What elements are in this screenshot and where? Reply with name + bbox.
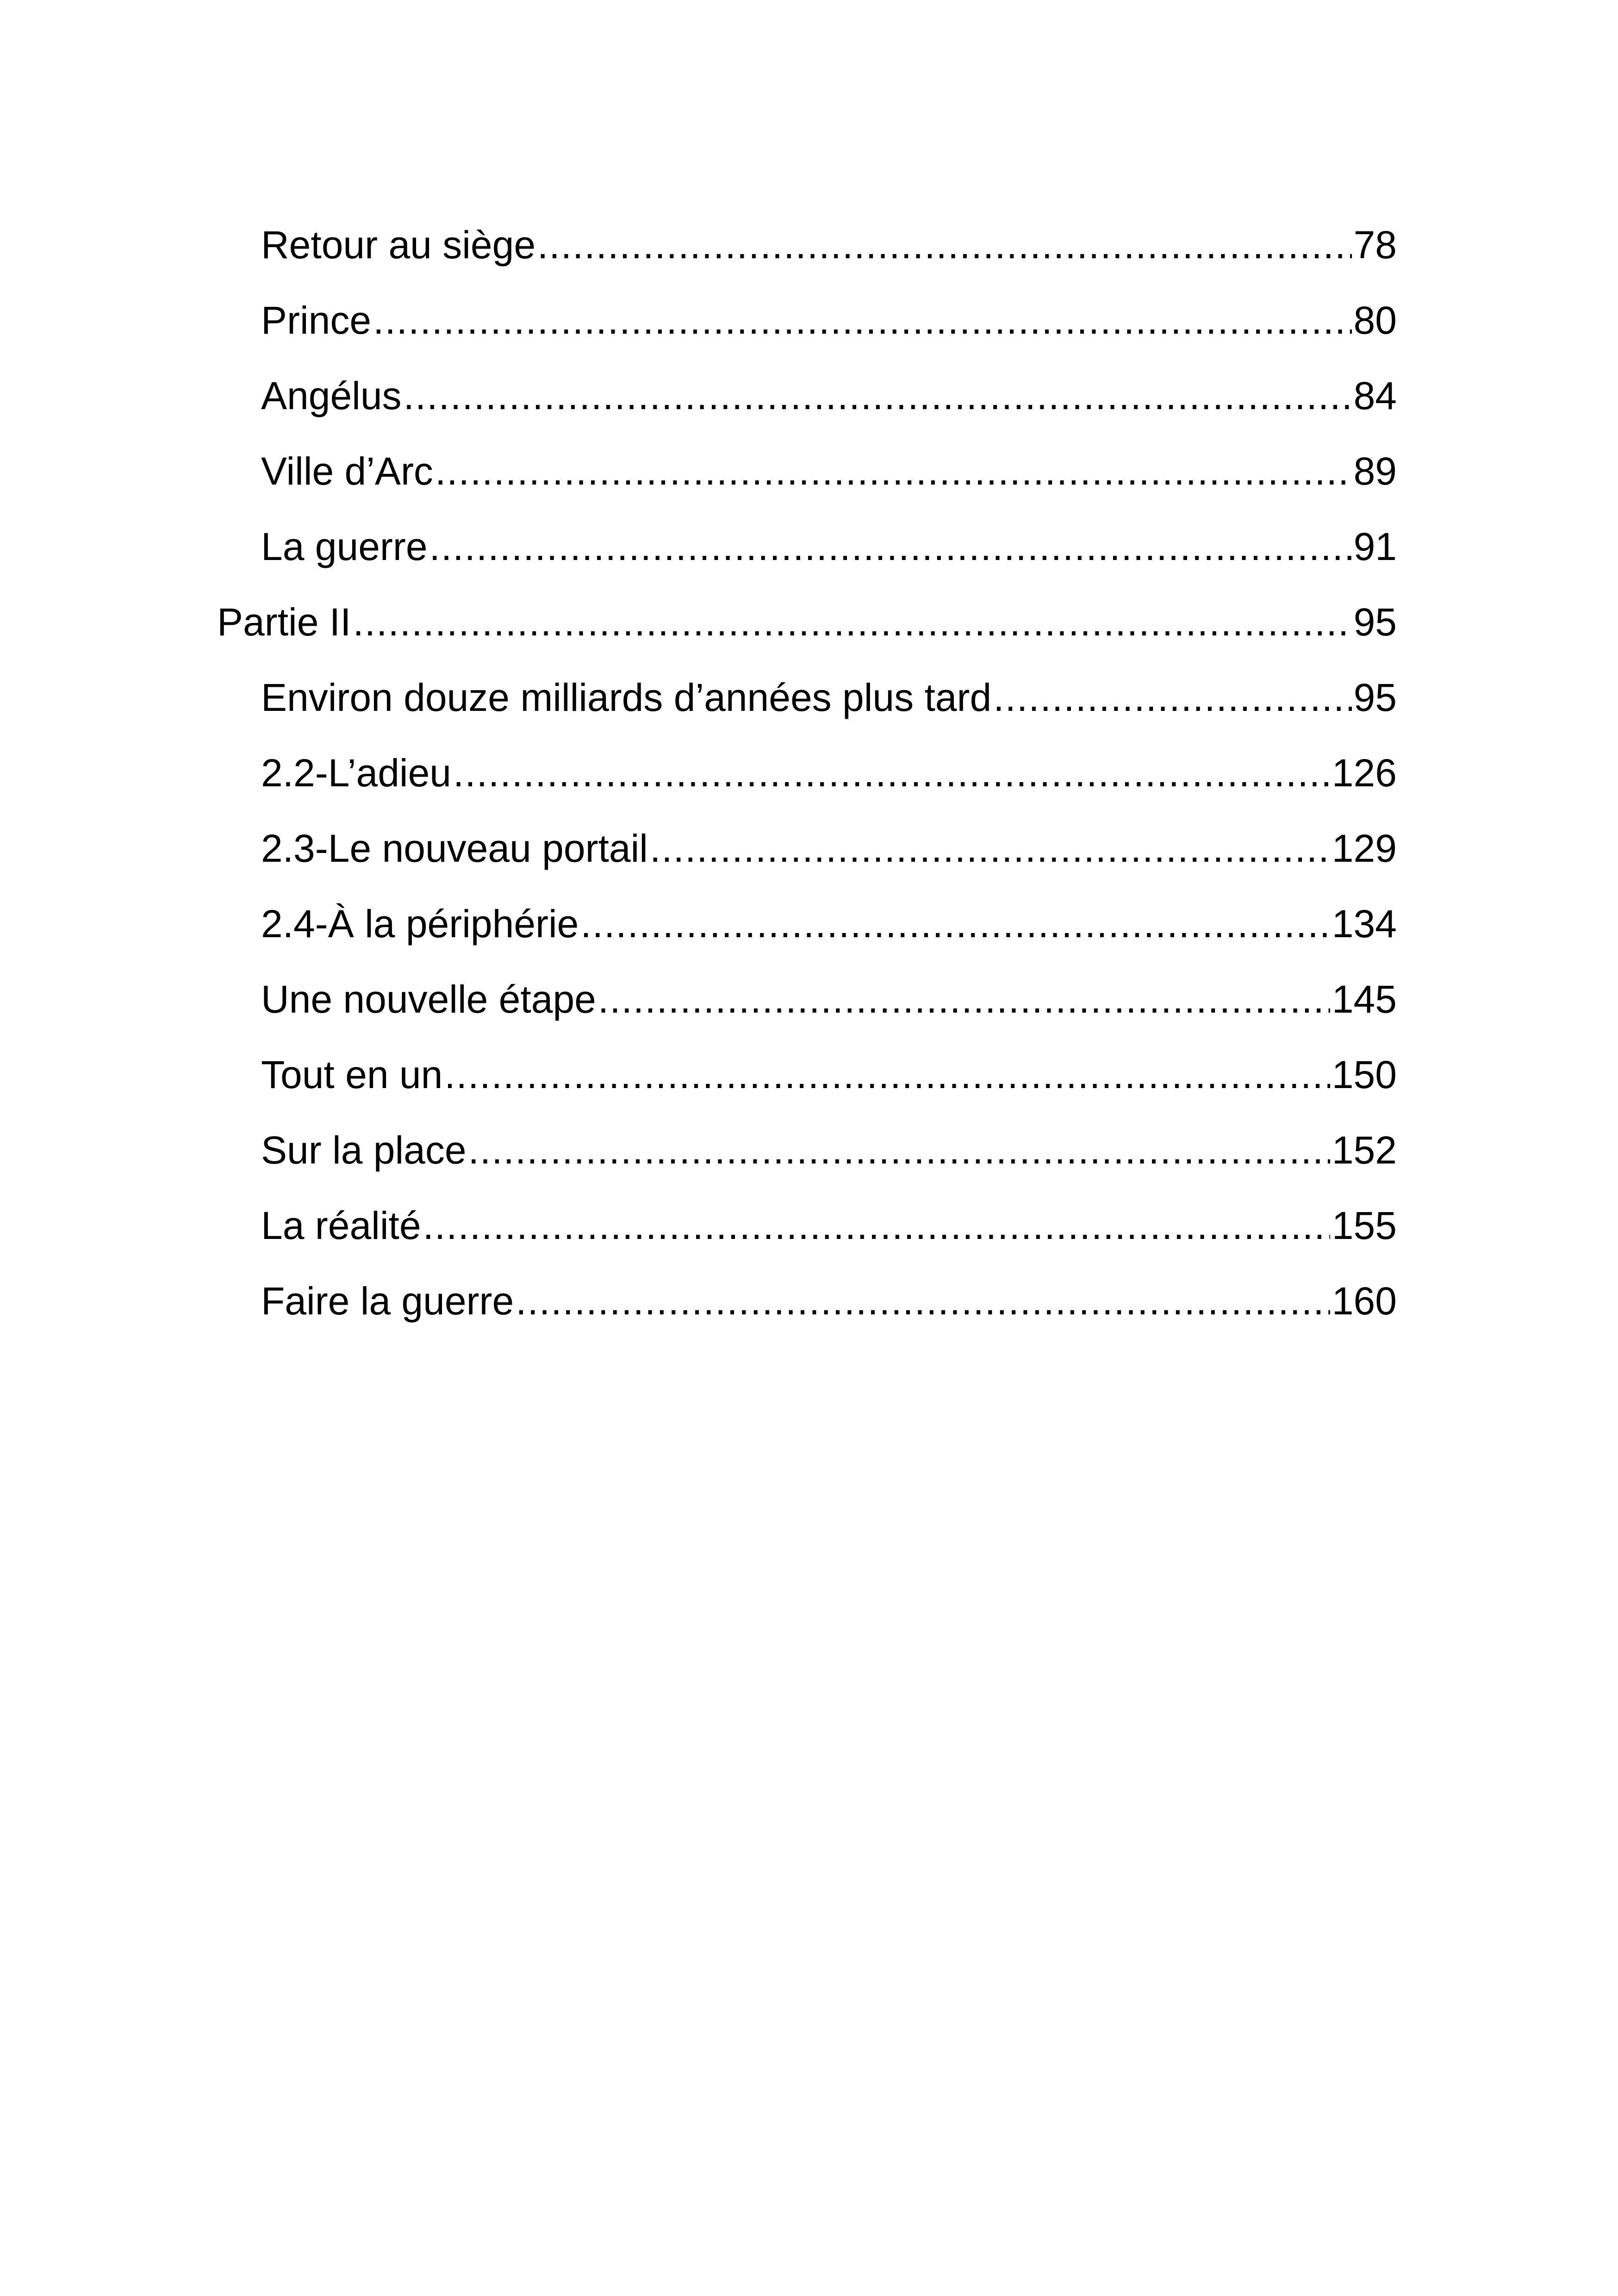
toc-entry [217,1188,1397,1263]
dot-leader [453,735,1330,811]
toc-entry [217,1113,1397,1188]
toc-entry [217,811,1397,886]
dot-leader [580,886,1330,962]
toc-entry-page-number: 129 [1332,827,1397,870]
toc-entry [217,660,1397,735]
toc-entry [217,358,1397,434]
toc-entry-page-number: 84 [1353,374,1397,417]
toc-entry [217,962,1397,1037]
dot-leader [598,962,1330,1037]
dot-leader [468,1113,1330,1188]
toc-entry [217,283,1397,358]
toc-entry [217,1037,1397,1113]
dot-leader [650,811,1330,886]
toc-entry [217,735,1397,811]
dot-leader [404,358,1352,434]
toc-entry [217,509,1397,585]
dot-leader [423,1188,1330,1263]
toc-entry-title: Une nouvelle étape [261,977,596,1021]
toc-entry-title: Retour au siège [261,223,536,267]
dot-leader [993,660,1351,735]
toc-entry-page-number: 89 [1353,449,1397,493]
toc-entry [217,886,1397,962]
toc-entry-page-number: 152 [1332,1128,1397,1172]
toc-entry-title: Partie II [217,600,351,644]
dot-leader [444,1037,1330,1113]
toc-entry-page-number: 126 [1332,751,1397,795]
toc-entry-title: Sur la place [261,1128,467,1172]
toc-entry-title: Prince [261,299,372,342]
toc-part-heading [217,585,1397,660]
toc-entry-page-number: 91 [1353,525,1397,568]
toc-entry-page-number: 155 [1332,1204,1397,1247]
dot-leader [435,434,1352,509]
table-of-contents [217,207,1397,1339]
toc-entry-page-number: 95 [1353,676,1397,719]
toc-entry [217,1263,1397,1339]
toc-entry [217,434,1397,509]
toc-entry-title: 2.3-Le nouveau portail [261,827,648,870]
toc-entry-title: Faire la guerre [261,1279,514,1323]
toc-entry-title: 2.2-L’adieu [261,751,452,795]
toc-entry-page-number: 134 [1332,902,1397,946]
dot-leader [353,585,1351,660]
toc-entry-title: Angélus [261,374,402,417]
toc-entry-title: Ville d’Arc [261,449,433,493]
dot-leader [429,509,1352,585]
toc-entry-title: Tout en un [261,1053,443,1096]
toc-entry-page-number: 95 [1353,600,1397,644]
toc-entry-title: Environ douze milliards d’années plus tard [261,676,992,719]
toc-entry-page-number: 150 [1332,1053,1397,1096]
toc-entry-title: La réalité [261,1204,421,1247]
toc-entry-page-number: 80 [1353,299,1397,342]
dot-leader [373,283,1351,358]
toc-entry-title: La guerre [261,525,428,568]
toc-entry [217,207,1397,283]
toc-entry-page-number: 78 [1353,223,1397,267]
toc-entry-page-number: 160 [1332,1279,1397,1323]
dot-leader [537,207,1352,283]
toc-entry-title: 2.4-À la périphérie [261,902,579,946]
toc-entry-page-number: 145 [1332,977,1397,1021]
dot-leader [516,1263,1330,1339]
